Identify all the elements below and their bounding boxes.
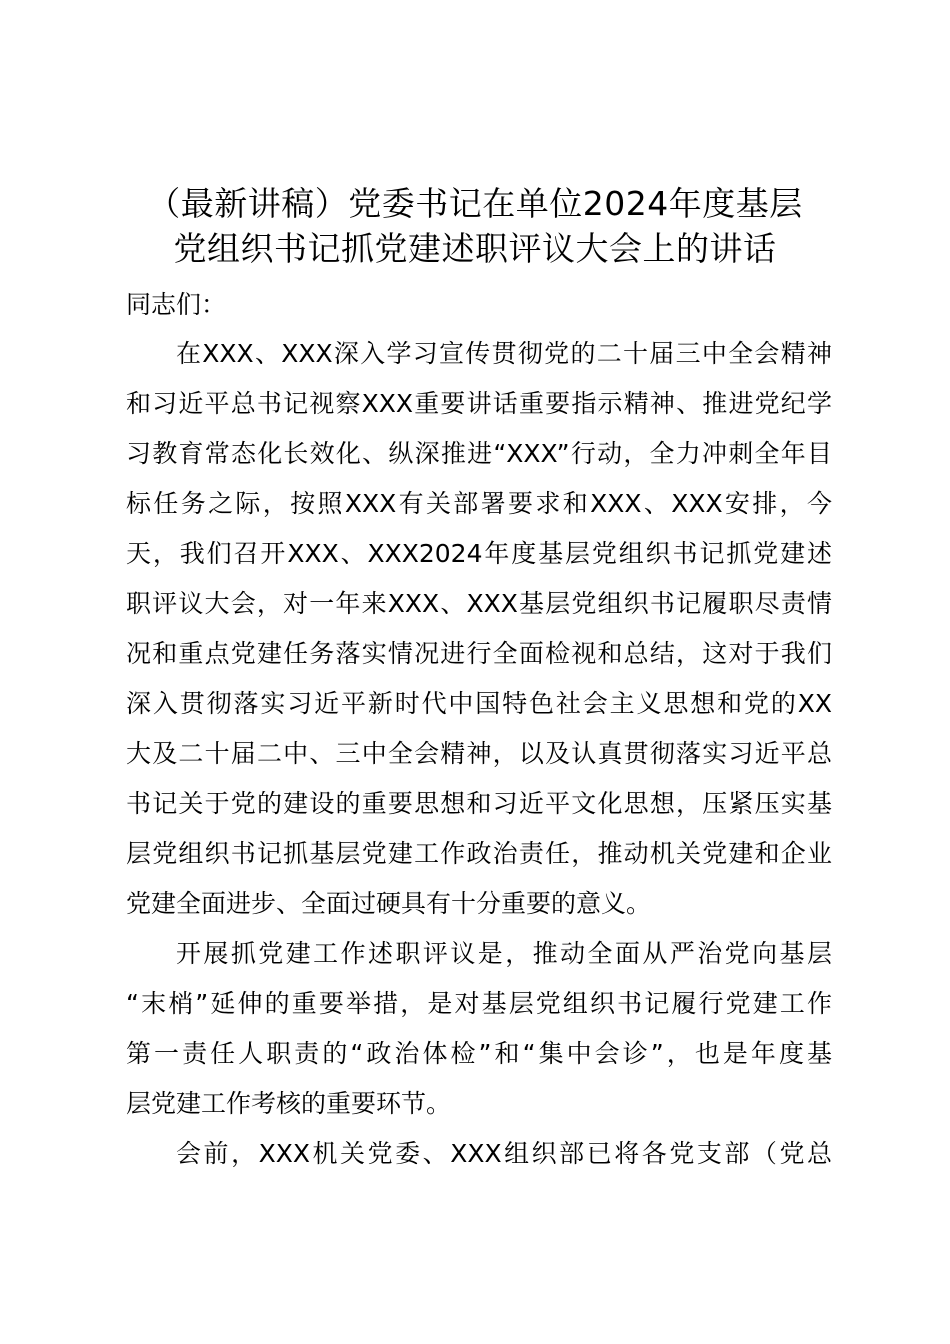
paragraph-line: 大及二十届二中、三中全会精神，以及认真贯彻落实习近平总	[126, 739, 832, 768]
paragraph-line: 层党建工作考核的重要环节。	[126, 1089, 452, 1118]
salutation: 同志们：	[126, 290, 227, 319]
paragraph-line: 习教育常态化长效化、纵深推进“XXX”行动，全力冲刺全年目	[126, 439, 832, 468]
paragraph-line: 在XXX、XXX深入学习宣传贯彻党的二十届三中全会精神	[176, 339, 832, 368]
paragraph-line: 党建全面进步、全面过硬具有十分重要的意义。	[126, 889, 652, 918]
paragraph-line: 天，我们召开XXX、XXX2024年度基层党组织书记抓党建述	[126, 539, 832, 568]
paragraph-line: 深入贯彻落实习近平新时代中国特色社会主义思想和党的XX	[126, 689, 832, 718]
paragraph-line: “末梢”延伸的重要举措，是对基层党组织书记履行党建工作	[126, 989, 832, 1018]
paragraph-line: 和习近平总书记视察XXX重要讲话重要指示精神、推进党纪学	[126, 389, 832, 418]
paragraph-line: 职评议大会，对一年来XXX、XXX基层党组织书记履职尽责情	[126, 589, 832, 618]
document-body	[126, 335, 832, 1185]
title-line-2: 党组织书记抓党建述职评议大会上的讲话	[173, 229, 777, 268]
paragraph-line: 第一责任人职责的“政治体检”和“集中会诊”，也是年度基	[126, 1039, 832, 1068]
paragraph-line: 开展抓党建工作述职评议是，推动全面从严治党向基层	[176, 939, 832, 968]
paragraph-line: 况和重点党建任务落实情况进行全面检视和总结，这对于我们	[126, 639, 832, 668]
paragraph-line: 标任务之际，按照XXX有关部署要求和XXX、XXX安排，今	[126, 489, 832, 518]
document-title	[120, 181, 830, 271]
title-line-1: （最新讲稿）党委书记在单位2024年度基层	[147, 184, 803, 223]
paragraph-line: 会前，XXX机关党委、XXX组织部已将各党支部（党总	[176, 1139, 832, 1168]
paragraph-line: 书记关于党的建设的重要思想和习近平文化思想，压紧压实基	[126, 789, 832, 818]
paragraph-line: 层党组织书记抓基层党建工作政治责任，推动机关党建和企业	[126, 839, 832, 868]
